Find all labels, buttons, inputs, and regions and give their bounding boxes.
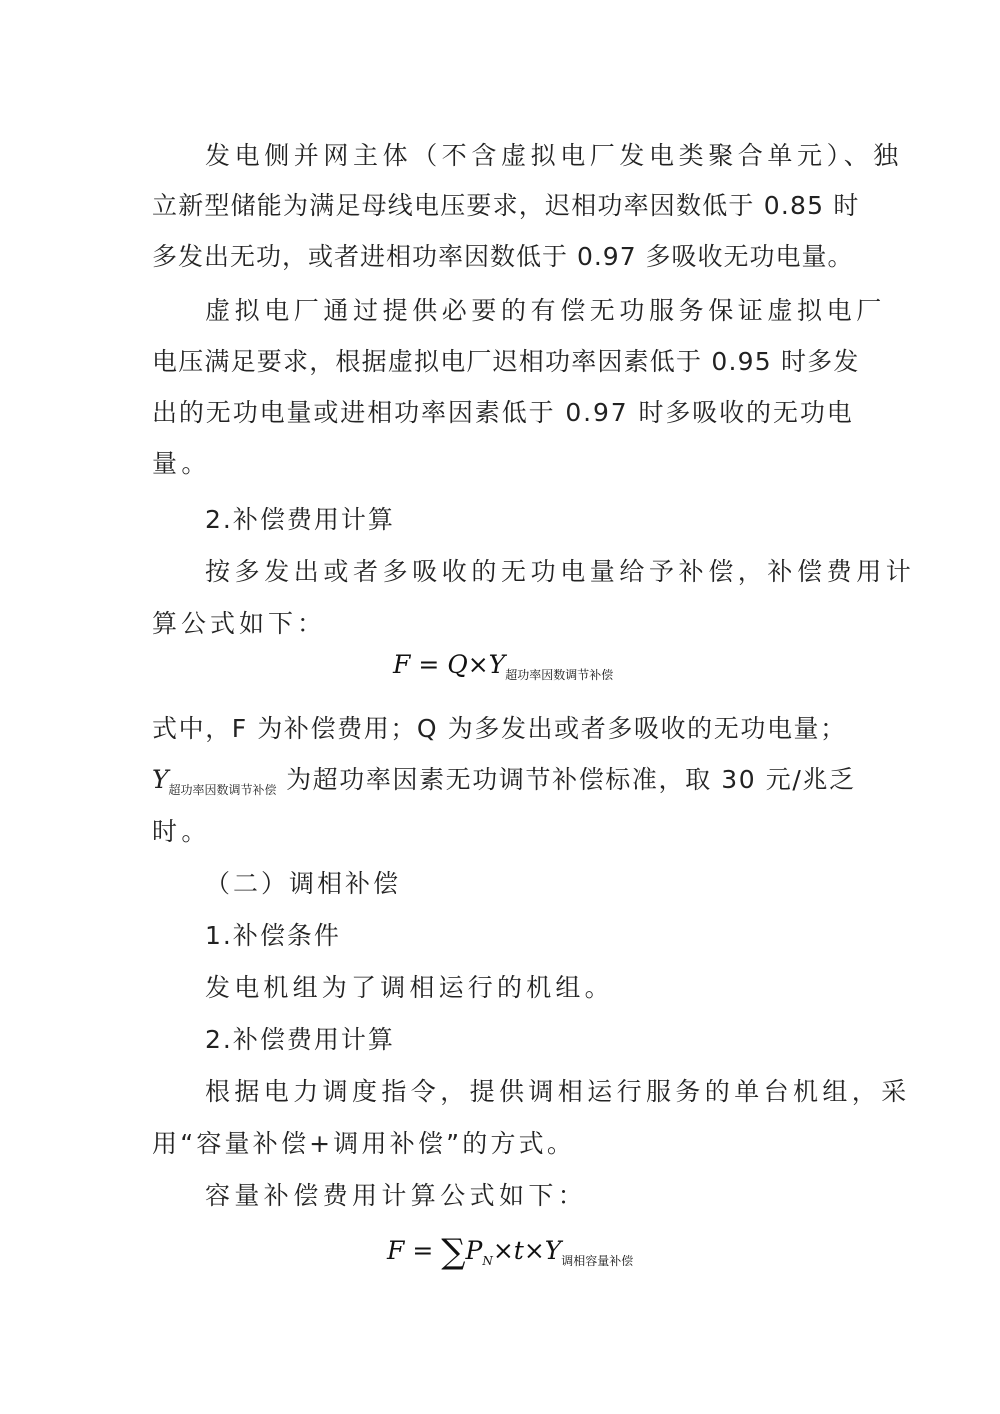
formula-operator: × [492, 1236, 514, 1265]
inline-variable [152, 765, 277, 797]
section-heading: 1.补偿条件 [205, 921, 341, 950]
inline-var-y: Y [152, 765, 169, 794]
section-heading: 2.补偿费用计算 [205, 1025, 395, 1054]
formula-var: Y [488, 650, 506, 679]
paragraph-line: 电压满足要求，根据虚拟电厂迟相功率因素低于 0.95 时多发 [152, 347, 860, 376]
paragraph-line: 式中，F 为补偿费用；Q 为多发出或者多吸收的无功电量； [152, 714, 847, 743]
formula-1 [393, 648, 613, 682]
formula-var: Q [447, 650, 468, 679]
paragraph-line: 量。 [152, 449, 211, 478]
paragraph-line: 用“容量补偿+调用补偿”的方式。 [152, 1129, 576, 1158]
inline-text: 为超功率因素无功调节补偿标准，取 30 元/兆乏 [276, 765, 856, 794]
section-heading: 2.补偿费用计算 [205, 505, 395, 534]
inline-var-subscript: 超功率因数调节补偿 [168, 783, 277, 797]
paragraph-line: 发电侧并网主体（不含虚拟电厂发电类聚合单元）、独 [205, 141, 903, 170]
paragraph-line: 出的无功电量或进相功率因素低于 0.97 时多吸收的无功电 [152, 398, 854, 427]
formula-var: Y [544, 1236, 562, 1265]
paragraph-line: 立新型储能为满足母线电压要求，迟相功率因数低于 0.85 时 [152, 191, 860, 220]
paragraph-line: 多发出无功，或者进相功率因数低于 0.97 多吸收无功电量。 [152, 242, 854, 271]
formula-subscript: 超功率因数调节补偿 [505, 668, 614, 682]
summation-symbol: ∑ [441, 1232, 466, 1272]
formula-operator: = [412, 1236, 434, 1265]
formula-operator: = [418, 650, 440, 679]
formula-var: F [387, 1236, 405, 1265]
formula-operator: × [523, 1236, 545, 1265]
formula-var: t [513, 1236, 524, 1265]
formula-operator: × [467, 650, 489, 679]
paragraph-line: 发电机组为了调相运行的机组。 [205, 973, 614, 1002]
formula-2 [387, 1232, 634, 1272]
paragraph-line: 时。 [152, 817, 211, 846]
paragraph-line: 算公式如下： [152, 609, 327, 638]
paragraph-line: 虚拟电厂通过提供必要的有偿无功服务保证虚拟电厂 [205, 296, 886, 325]
formula-subscript: N [482, 1254, 493, 1268]
formula-subscript: 调相容量补偿 [561, 1254, 634, 1268]
paragraph-line [152, 763, 856, 797]
formula-var: F [393, 650, 411, 679]
formula-var: P [465, 1236, 483, 1265]
section-heading: （二）调相补偿 [205, 869, 402, 898]
paragraph-line: 容量补偿费用计算公式如下： [205, 1181, 588, 1210]
paragraph-line: 根据电力调度指令，提供调相运行服务的单台机组，采 [205, 1077, 911, 1106]
paragraph-line: 按多发出或者多吸收的无功电量给予补偿，补偿费用计 [205, 557, 916, 586]
